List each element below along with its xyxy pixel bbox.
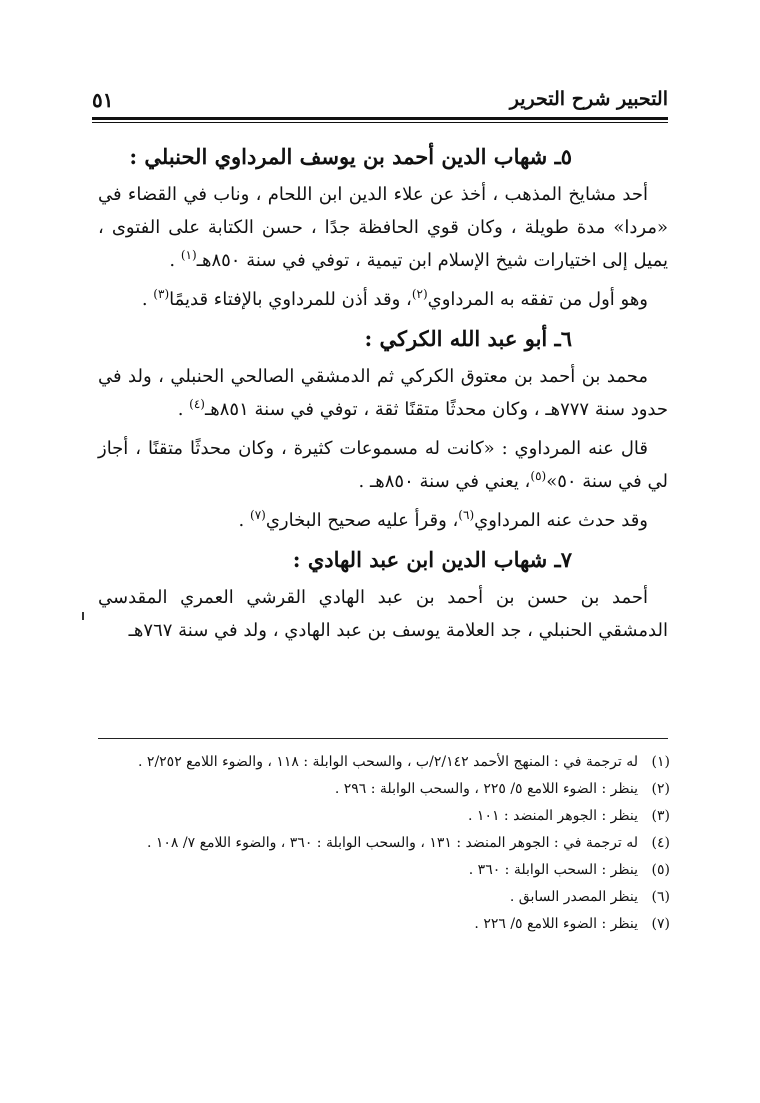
paragraph-text: قال عنه المرداوي : «كانت له مسموعات كثيرة ، وكان محدثًا متقنًا ، أجاز لي في سنة ٥٠»	[98, 438, 668, 492]
paragraph-text: وقد حدث عنه المرداوي	[474, 510, 648, 531]
footnote-number: (٤)	[651, 835, 670, 851]
section-heading-6: ٦ـ أبو عبد الله الكركي :	[364, 326, 572, 351]
paragraph	[98, 504, 668, 537]
paragraph-text: وهو أول من تفقه به المرداوي	[427, 289, 648, 310]
paragraph	[98, 360, 668, 426]
footnote-ref: (٤)	[189, 397, 205, 411]
footnote-text: له ترجمة في : الجوهر المنضد : ١٣١ ، والسحب الوابلة : ٣٦٠ ، والضوء اللامع ٧/ ١٠٨ .	[146, 835, 638, 851]
page-number: ٥١	[92, 88, 114, 112]
footnote-text: ينظر المصدر السابق .	[509, 889, 638, 905]
footnote-text: ينظر : الضوء اللامع ٥/ ٢٢٦ .	[474, 916, 638, 932]
paragraph	[98, 581, 668, 647]
footnote-text: له ترجمة في : المنهج الأحمد ٢/١٤٢/ب ، والسحب الوابلة : ١١٨ ، والضوء اللامع ٢/٢٥٢ .	[138, 754, 638, 770]
paragraph-end: .	[177, 399, 190, 420]
paragraph	[98, 432, 668, 498]
footnote-ref: (٧)	[250, 508, 266, 522]
paragraph-text: ، وقد أذن للمرداوي بالإفتاء قديمًا	[169, 289, 412, 310]
footnote-number: (١)	[651, 754, 670, 770]
footnote-item	[98, 885, 670, 910]
footnote-item	[98, 831, 670, 856]
paragraph-end: ، يعني في سنة ٨٥٠هـ .	[358, 471, 531, 492]
main-text	[98, 140, 668, 653]
footnote-ref: (١)	[180, 248, 197, 262]
margin-mark	[82, 612, 84, 620]
footnote-text: ينظر : الجوهر المنضد : ١٠١ .	[468, 808, 638, 824]
section-heading-7: ٧ـ شهاب الدين ابن عبد الهادي :	[292, 547, 572, 572]
footnote-ref: (٣)	[153, 287, 170, 301]
footnote-item	[98, 804, 670, 829]
section-heading-5: ٥ـ شهاب الدين أحمد بن يوسف المرداوي الحنبلي :	[129, 144, 572, 169]
footnote-number: (٦)	[651, 889, 670, 905]
footnote-ref: (٥)	[530, 469, 547, 483]
paragraph-end: .	[238, 510, 250, 531]
footnote-ref: (٦)	[458, 508, 475, 522]
footnote-item	[98, 777, 670, 802]
paragraph	[98, 283, 668, 316]
header-rule	[92, 117, 668, 120]
header-rule-thin	[92, 122, 668, 123]
footnote-text: ينظر : السحب الوابلة : ٣٦٠ .	[468, 862, 638, 878]
running-title: التحبير شرح التحرير	[509, 88, 668, 110]
footnote-ref: (٢)	[411, 287, 428, 301]
paragraph-end: .	[169, 250, 181, 271]
paragraph-text: محمد بن أحمد بن معتوق الكركي ثم الدمشقي الصالحي الحنبلي ، ولد في حدود سنة ٧٧٧هـ ، وكان محدثًا متقنًا ثقة ، توفي في سنة ٨٥١هـ	[98, 366, 668, 420]
footnote-separator	[98, 738, 668, 739]
paragraph-text: ، وقرأ عليه صحيح البخاري	[265, 510, 459, 531]
footnote-item	[98, 858, 670, 883]
footnote-number: (٥)	[651, 862, 670, 878]
running-header	[92, 88, 668, 114]
footnote-item	[98, 912, 670, 937]
paragraph-text: أحد مشايخ المذهب ، أخذ عن علاء الدين ابن اللحام ، وناب في القضاء في «مردا» مدة طويلة ، وكان قوي الحافظة جدًا ، حسن الكتابة على الفتوى ، يميل إلى اختيارات شيخ الإسلام ابن تيمية ، توفي في سنة ٨٥٠هـ	[98, 184, 668, 271]
footnote-text: ينظر : الضوء اللامع ٥/ ٢٢٥ ، والسحب الوابلة : ٢٩٦ .	[334, 781, 638, 797]
footnote-number: (٢)	[651, 781, 670, 797]
footnote-number: (٣)	[651, 808, 670, 824]
footnote-number: (٧)	[651, 916, 670, 932]
footnote-item	[98, 750, 670, 775]
paragraph	[98, 178, 668, 277]
footnotes	[98, 750, 670, 939]
paragraph-end: .	[141, 289, 154, 310]
paragraph-text: أحمد بن حسن بن أحمد بن عبد الهادي القرشي العمري المقدسي الدمشقي الحنبلي ، جد العلامة يوسف بن عبد الهادي ، ولد في سنة ٧٦٧هـ	[98, 587, 668, 641]
